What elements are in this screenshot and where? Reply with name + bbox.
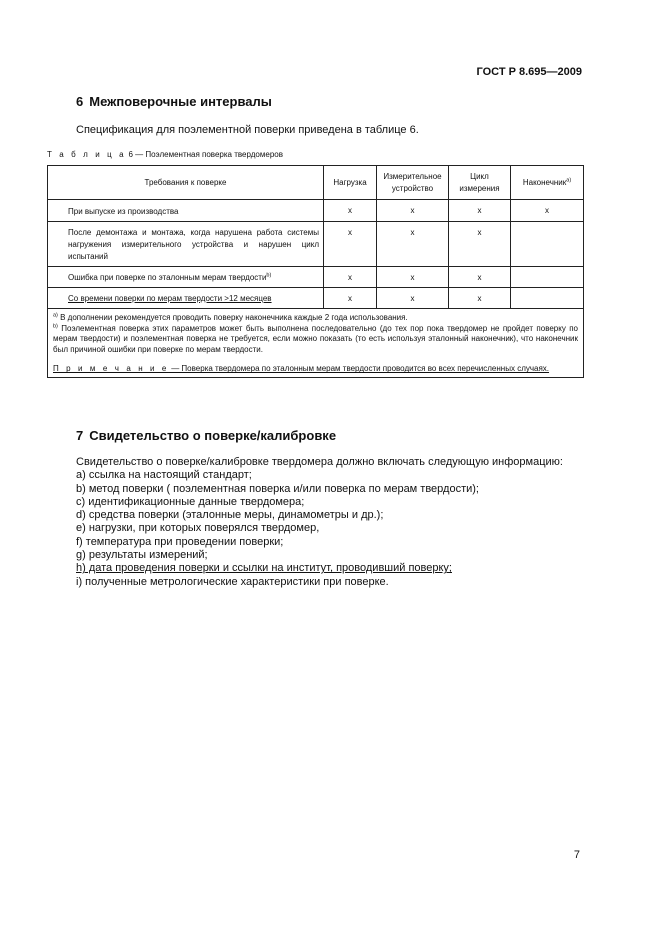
col-header-load: Нагрузка (324, 166, 377, 200)
section-6-heading (76, 94, 272, 109)
list-item: f) температура при проведении поверки; (76, 535, 284, 548)
table-footnote-row (48, 309, 584, 378)
row-load-cell: x (324, 222, 377, 267)
section-7-intro: Свидетельство о поверке/калибровке твердомера должно включать следующую информацию: (76, 456, 563, 468)
row-cycle-cell: x (449, 267, 511, 288)
row-indenter-cell (511, 267, 584, 288)
footnote-a (53, 313, 578, 324)
row-device-cell: x (377, 222, 449, 267)
row-indenter-cell (511, 222, 584, 267)
list-item: d) средства поверки (эталонные меры, динамометры и др.); (76, 509, 384, 522)
row-load-cell: x (324, 288, 377, 309)
col-header-device (377, 166, 449, 200)
row-requirement-text: Ошибка при поверке по эталонным мерам твердости (68, 273, 267, 282)
footnote-a-text: В дополнении рекомендуется проводить поверку наконечника каждые 2 года использования. (57, 313, 408, 322)
table-note (53, 364, 578, 375)
table-note-text: — Поверка твердомера по эталонным мерам твердости проводится во всех перечисленных случаях. (168, 364, 550, 374)
section-7-title: Свидетельство о поверке/калибровке (89, 428, 337, 443)
table-note-label: П р и м е ч а н и е (53, 364, 169, 374)
footnote-b-text: Поэлементная поверка этих параметров может быть выполнена последовательно (до тех пор пока твердомер не пройдет поверку по мерам твердости) и поэлементная поверка не требуется, если можно показать (то есть используя эталонный наконечник), что наконечник был причиной ошибки при поверке по мерам твердости. (53, 323, 578, 354)
list-item-text: h) дата проведения поверки и ссылки на институт, проводивший поверку; (76, 562, 452, 575)
row-indenter-cell: x (511, 200, 584, 222)
row-cycle-cell: x (449, 200, 511, 222)
col-header-requirements: Требования к поверке (48, 166, 324, 200)
section-6-number: 6 (76, 94, 84, 109)
section-6-intro: Спецификация для поэлементной поверки приведена в таблице 6. (76, 124, 419, 136)
row-device-cell: x (377, 200, 449, 222)
list-item: i) полученные метрологические характеристики при поверке. (76, 575, 389, 588)
row-requirement: При выпуске из производства (48, 200, 324, 222)
row-requirement: После демонтажа и монтажа, когда нарушена работа системы нагружения измерительного устройства и нарушен цикл испытаний (48, 222, 324, 267)
list-item: e) нагрузки, при которых поверялся твердомер, (76, 522, 320, 535)
row-requirement-sup: b) (266, 272, 272, 279)
col-header-indenter (511, 166, 584, 200)
list-item: g) результаты измерений; (76, 549, 208, 562)
row-load-cell: x (324, 267, 377, 288)
list-item: a) ссылка на настоящий стандарт; (76, 469, 252, 482)
col-header-device-line1: Измерительное (383, 171, 442, 181)
page-number: 7 (573, 849, 580, 861)
row-cycle-cell: x (449, 288, 511, 309)
list-item (76, 562, 576, 575)
row-requirement (48, 267, 324, 288)
row-requirement-text: Со времени поверки по мерам твердости >12 месяцев (68, 294, 272, 303)
table-row (48, 200, 584, 222)
standard-header: ГОСТ Р 8.695—2009 (476, 66, 582, 78)
list-item: b) метод поверки ( поэлементная поверка и/или поверка по мерам твердости); (76, 482, 479, 495)
col-header-cycle-line1: Цикл (470, 171, 489, 181)
list-item: c) идентификационные данные твердомера; (76, 495, 305, 508)
table-row (48, 267, 584, 288)
footnote-b (53, 324, 578, 356)
table-caption-text: 6 — Поэлементная поверка твердомеров (126, 150, 283, 159)
row-indenter-cell (511, 288, 584, 309)
row-device-cell: x (377, 267, 449, 288)
certificate-contents-list (76, 469, 576, 589)
row-device-cell: x (377, 288, 449, 309)
col-header-indenter-text: Наконечник (522, 177, 567, 187)
row-load-cell: x (324, 200, 377, 222)
footnote-b-mark: b) (53, 322, 58, 329)
table-footnotes (48, 309, 584, 378)
col-header-device-line2: устройство (391, 183, 434, 193)
col-header-cycle (449, 166, 511, 200)
table-row (48, 222, 584, 267)
section-7-number: 7 (76, 428, 84, 443)
verification-table (47, 165, 584, 378)
section-7-heading (76, 428, 336, 443)
section-6-title: Межповерочные интервалы (89, 94, 272, 109)
section-7-body (76, 456, 576, 589)
col-header-indenter-sup: a) (566, 176, 572, 183)
footnote-a-mark: a) (53, 312, 58, 319)
row-cycle-cell: x (449, 222, 511, 267)
row-requirement (48, 288, 324, 309)
table-header-row (48, 166, 584, 200)
col-header-cycle-line2: измерения (459, 183, 500, 193)
table-caption (47, 150, 283, 159)
table-caption-label: Т а б л и ц а (47, 150, 127, 159)
table-row (48, 288, 584, 309)
